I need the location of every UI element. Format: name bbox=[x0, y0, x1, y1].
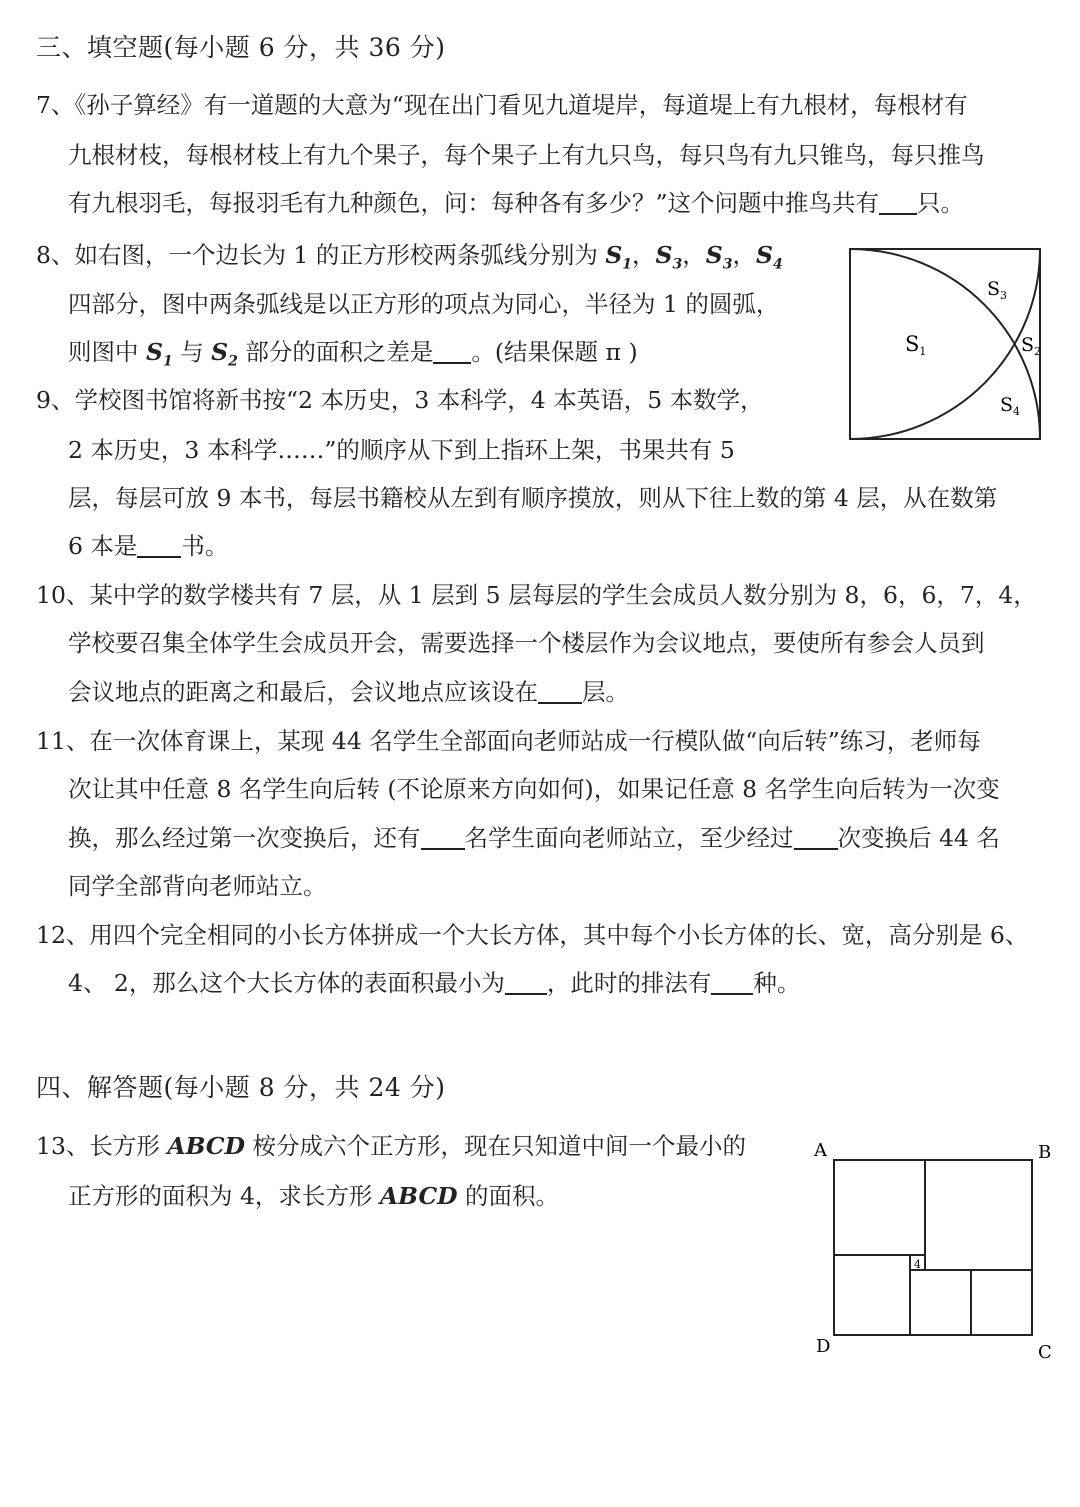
q8-line-1: 8、如右图，一个边长为 1 的正方形校两条弧线分别为 $S_1$，$S_3$，$S_3$，$S_4$ bbox=[36, 241, 783, 273]
square-arcs-figure bbox=[845, 245, 1045, 445]
q8-text: 部分的面积之差是 bbox=[237, 338, 434, 366]
vertex-d: D bbox=[816, 1336, 831, 1357]
q8-text: 与 bbox=[172, 338, 212, 366]
math-s: S bbox=[655, 241, 673, 269]
q13-line-2 bbox=[68, 1177, 559, 1211]
q11-text-end: 次变换后 44 名 bbox=[837, 824, 1000, 852]
q13-text: 桉分成六个正方形，现在只知道中间一个最小的 bbox=[245, 1132, 746, 1160]
q12-line-2 bbox=[68, 964, 800, 998]
q13-text: 正方形的面积为 4，求长方形 bbox=[68, 1182, 380, 1210]
q7-line-3 bbox=[68, 184, 964, 218]
q7-line-1: 7、《孙子算经》有一道题的大意为“现在出门看见九道堤岸，每道堤上有九根材，每根材有 bbox=[36, 91, 968, 119]
q9-text: 6 本是 bbox=[68, 532, 138, 560]
q9-line-1: 9、学校图书馆将新书按“2 本历史，3 本科学，4 本英语，5 本数学， bbox=[36, 386, 764, 414]
q9-line-2: 2 本历史，3 本科学……”的顺序从下到上指环上架，书果共有 5 bbox=[68, 436, 735, 464]
q8-line-3 bbox=[68, 333, 638, 370]
math-sub: 3 bbox=[722, 256, 733, 273]
vertex-a: A bbox=[814, 1140, 827, 1161]
q9-text-end: 书。 bbox=[181, 532, 229, 560]
label-s3: $S_3$ bbox=[987, 278, 1008, 302]
q11-text: 名学生面向老师站立，至少经过 bbox=[464, 824, 794, 852]
q11-line-2: 次让其中任意 8 名学生向后转 (不论原来方向如何)，如果记任意 8 名学生向后转为一次变 bbox=[68, 775, 1000, 803]
q11-line-1: 11、在一次体育课上，某现 44 名学生全部面向老师站成一行模队做“向后转”练习，老师每 bbox=[36, 727, 981, 755]
math-sub: 1 bbox=[162, 353, 173, 370]
label-s1: S1 bbox=[905, 332, 927, 358]
q10-text: 会议地点的距离之和最后，会议地点应该设在 bbox=[68, 678, 538, 706]
q10-line-2: 学校要召集全体学生会成员开会，需要选择一个楼层作为会议地点，要使所有参会人员到 bbox=[68, 629, 985, 657]
math-sub: 2 bbox=[228, 353, 238, 370]
q8-line-2: 四部分，图中两条弧线是以正方形的项点为同心，半径为 1 的圆弧， bbox=[68, 290, 780, 318]
label-s2: $S_2$ bbox=[1021, 334, 1042, 358]
vertex-c: C bbox=[1038, 1342, 1052, 1363]
rectangle-outline bbox=[834, 1160, 1032, 1335]
answer-blank[interactable] bbox=[794, 825, 838, 851]
answer-blank[interactable] bbox=[421, 825, 465, 851]
q10-line-1: 10、某中学的数学楼共有 7 层，从 1 层到 5 层每层的学生会成员人数分别为 8，6，6，7，4， bbox=[36, 581, 1037, 609]
q7-text-end: 只。 bbox=[917, 189, 965, 217]
q12-text: ，此时的排法有 bbox=[546, 969, 712, 997]
answer-blank[interactable] bbox=[137, 533, 181, 559]
answer-blank[interactable] bbox=[505, 970, 547, 996]
math-s: S bbox=[605, 241, 623, 269]
q8-text: 8、如右图，一个边长为 1 的正方形校两条弧线分别为 bbox=[36, 241, 606, 269]
q13-text-end: 的面积。 bbox=[457, 1182, 560, 1210]
q12-text-end: 种。 bbox=[753, 969, 801, 997]
q9-line-3: 层，每层可放 9 本书，每层书籍校从左到有顺序摸放，则从下往上数的第 4 层，从在数第 bbox=[68, 484, 998, 512]
rectangle-abcd-figure bbox=[808, 1138, 1063, 1368]
vertex-b: B bbox=[1038, 1142, 1052, 1163]
q8-text-end: 。(结果保题 π ) bbox=[471, 338, 638, 366]
math-sub: 1 bbox=[622, 256, 633, 273]
math-sub: 3 bbox=[672, 256, 683, 273]
q10-line-3 bbox=[68, 673, 629, 707]
section-4-title: 四、解答题(每小题 8 分，共 24 分) bbox=[36, 1073, 446, 1102]
q7-text: 有九根羽毛，每报羽毛有九种颜色，问：每种各有多少？”这个问题中推鸟共有 bbox=[68, 189, 880, 217]
q13-line-1 bbox=[36, 1127, 746, 1161]
q11-text: 换，那么经过第一次变换后，还有 bbox=[68, 824, 421, 852]
q8-text: 则图中 bbox=[68, 338, 146, 366]
q13-text: 13、长方形 bbox=[36, 1132, 168, 1160]
q11-line-4: 同学全部背向老师站立。 bbox=[68, 872, 327, 900]
math-abcd: ABCD bbox=[379, 1182, 458, 1210]
math-abcd: ABCD bbox=[167, 1132, 245, 1160]
math-sub: 4 bbox=[773, 256, 783, 273]
q12-line-1: 12、用四个完全相同的小长方体拼成一个大长方体，其中每个小长方体的长、宽，高分别是 6、 bbox=[36, 921, 1029, 949]
q11-line-3 bbox=[68, 819, 1000, 853]
math-s: S bbox=[145, 338, 163, 366]
math-s: S bbox=[211, 338, 229, 366]
math-s: S bbox=[756, 241, 773, 269]
q9-line-4 bbox=[68, 527, 228, 561]
section-3-title: 三、填空题(每小题 6 分，共 36 分) bbox=[36, 33, 446, 62]
answer-blank[interactable] bbox=[538, 679, 582, 705]
q12-text: 4、 2，那么这个大长方体的表面积最小为 bbox=[68, 969, 505, 997]
math-s: S bbox=[705, 241, 723, 269]
q7-line-2: 九根材枝，每根材枝上有九个果子，每个果子上有九只鸟，每只鸟有九只锥鸟，每只推鸟 bbox=[68, 141, 985, 169]
answer-blank[interactable] bbox=[879, 190, 917, 216]
answer-blank[interactable] bbox=[711, 970, 753, 996]
small-square-label: 4 bbox=[914, 1258, 921, 1271]
label-s4: $S_4$ bbox=[1000, 394, 1021, 418]
answer-blank[interactable] bbox=[433, 339, 471, 365]
q10-text-end: 层。 bbox=[582, 678, 629, 706]
